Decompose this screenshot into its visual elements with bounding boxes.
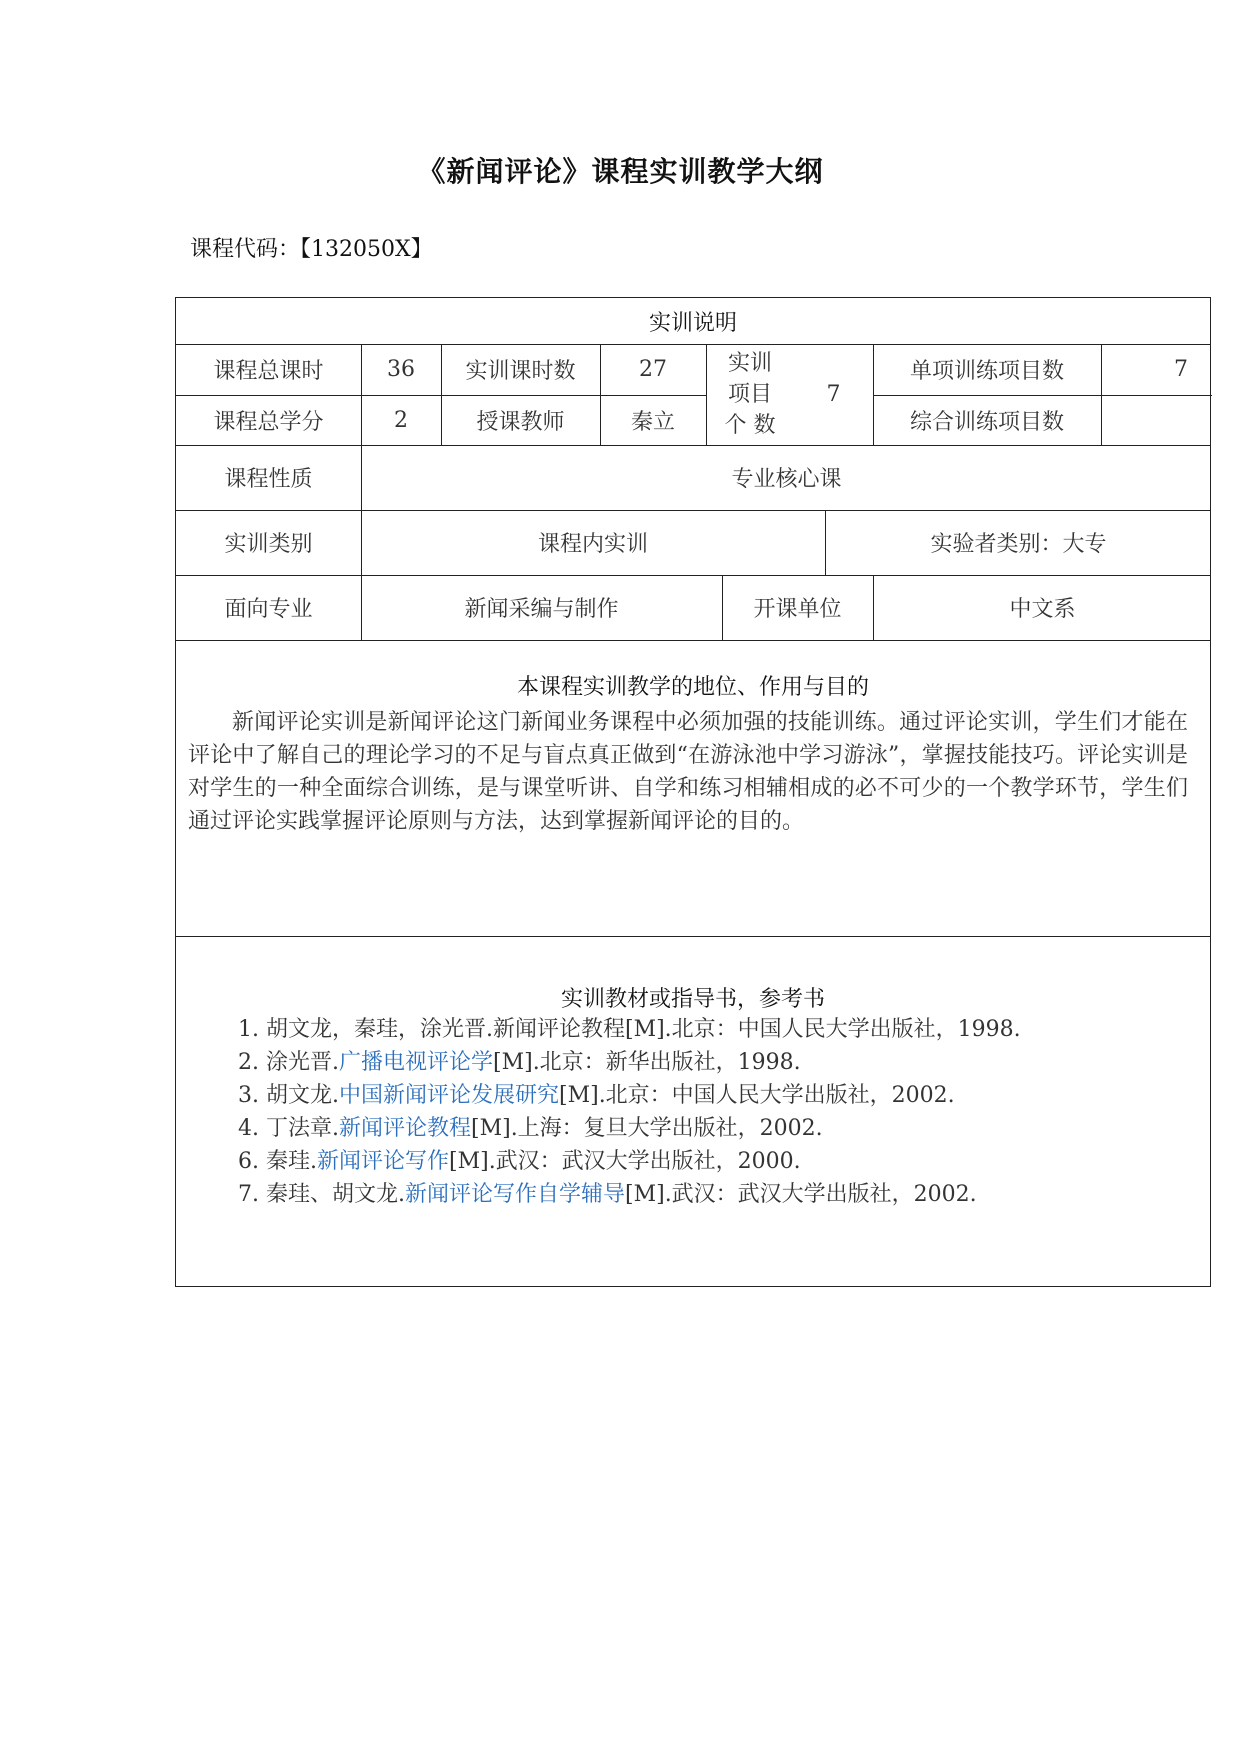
reference-link[interactable]: 新闻评论写作自学辅导 [404,1182,625,1207]
reference-prefix: 6. 秦珪. [238,1149,317,1174]
reference-item [238,1145,1188,1178]
purpose-title: 本课程实训教学的地位、作用与目的 [516,675,869,700]
course-nature-value: 专业核心课 [731,467,842,492]
training-hours-value: 27 [639,357,667,382]
reference-item [238,1079,1188,1112]
major-value: 新闻采编与制作 [464,597,619,622]
reference-suffix: [M].武汉：武汉大学出版社，2002. [625,1182,977,1207]
purpose-paragraph: 新闻评论实训是新闻评论这门新闻业务课程中必须加强的技能训练。通过评论实训，学生们才能在评论中了解自己的理论学习的不足与盲点真正做到“在游泳池中学习游泳”，掌握技能技巧。评论实训是对学生的一种全面综合训练，是与课堂听讲、自学和练习相辅相成的必不可少的一个教学环节，学生们通过评论实践掌握评论原则与方法，达到掌握新闻评论的目的。 [188,710,1188,834]
reference-item [238,1178,1188,1211]
training-category-value: 课程内实训 [537,532,648,557]
single-items-label: 单项训练项目数 [909,359,1064,384]
reference-suffix: [M].武汉：武汉大学出版社，2000. [449,1149,801,1174]
training-items-label [706,344,794,445]
training-items-label-line: 实训 [727,351,772,376]
training-items-label-line: 个 数 [724,413,776,438]
major-label: 面向专业 [224,597,313,622]
reference-item [238,1013,1188,1046]
reference-prefix: 3. 胡文龙. [238,1083,339,1108]
reference-item [238,1046,1188,1079]
total-hours-value: 36 [387,357,415,382]
teacher-label: 授课教师 [476,409,565,435]
reference-prefix: 7. 秦珪、胡文龙. [238,1182,405,1207]
reference-prefix: 2. 涂光晋. [238,1050,339,1075]
credits-value: 2 [394,407,408,433]
training-hours-label: 实训课时数 [465,359,576,384]
course-code [190,232,433,263]
department-label: 开课单位 [753,597,842,622]
references-title: 实训教材或指导书，参考书 [560,987,825,1012]
reference-prefix: 4. 丁法章. [238,1116,339,1141]
total-hours-label: 课程总课时 [213,359,324,384]
combined-items-label: 综合训练项目数 [909,409,1064,435]
references-list [238,1013,1188,1211]
reference-suffix: 新闻评论教程[M].北京：中国人民大学出版社，1998. [492,1017,1021,1042]
reference-item [238,1112,1188,1145]
course-code-label: 课程代码： [190,237,301,262]
single-items-value: 7 [1174,357,1188,382]
reference-link[interactable]: 广播电视评论学 [338,1050,493,1075]
training-items-label-line: 项目 [727,382,772,407]
combined-items-value [1101,395,1212,445]
department-value: 中文系 [1009,597,1076,622]
page-title: 《新闻评论》课程实训教学大纲 [417,155,824,188]
course-nature-label: 课程性质 [224,467,313,492]
training-category-label: 实训类别 [224,532,313,557]
course-code-value: 【132050X】 [300,237,433,262]
reference-link[interactable]: 中国新闻评论发展研究 [338,1083,559,1108]
training-items-value: 7 [826,382,841,407]
table-header: 实训说明 [648,310,737,336]
reference-link[interactable]: 新闻评论教程 [338,1116,471,1141]
reference-suffix: [M].北京：新华出版社，1998. [493,1050,801,1075]
syllabus-table [175,297,1211,1287]
credits-label: 课程总学分 [213,409,324,435]
reference-prefix: 1. 胡文龙，秦珪，涂光晋. [238,1017,493,1042]
reference-link[interactable]: 新闻评论写作 [316,1149,449,1174]
reference-suffix: [M].北京：中国人民大学出版社，2002. [559,1083,955,1108]
reference-suffix: [M].上海：复旦大学出版社，2002. [471,1116,823,1141]
teacher-value: 秦立 [630,409,675,435]
experimenter-type: 实验者类别：大专 [930,532,1107,557]
